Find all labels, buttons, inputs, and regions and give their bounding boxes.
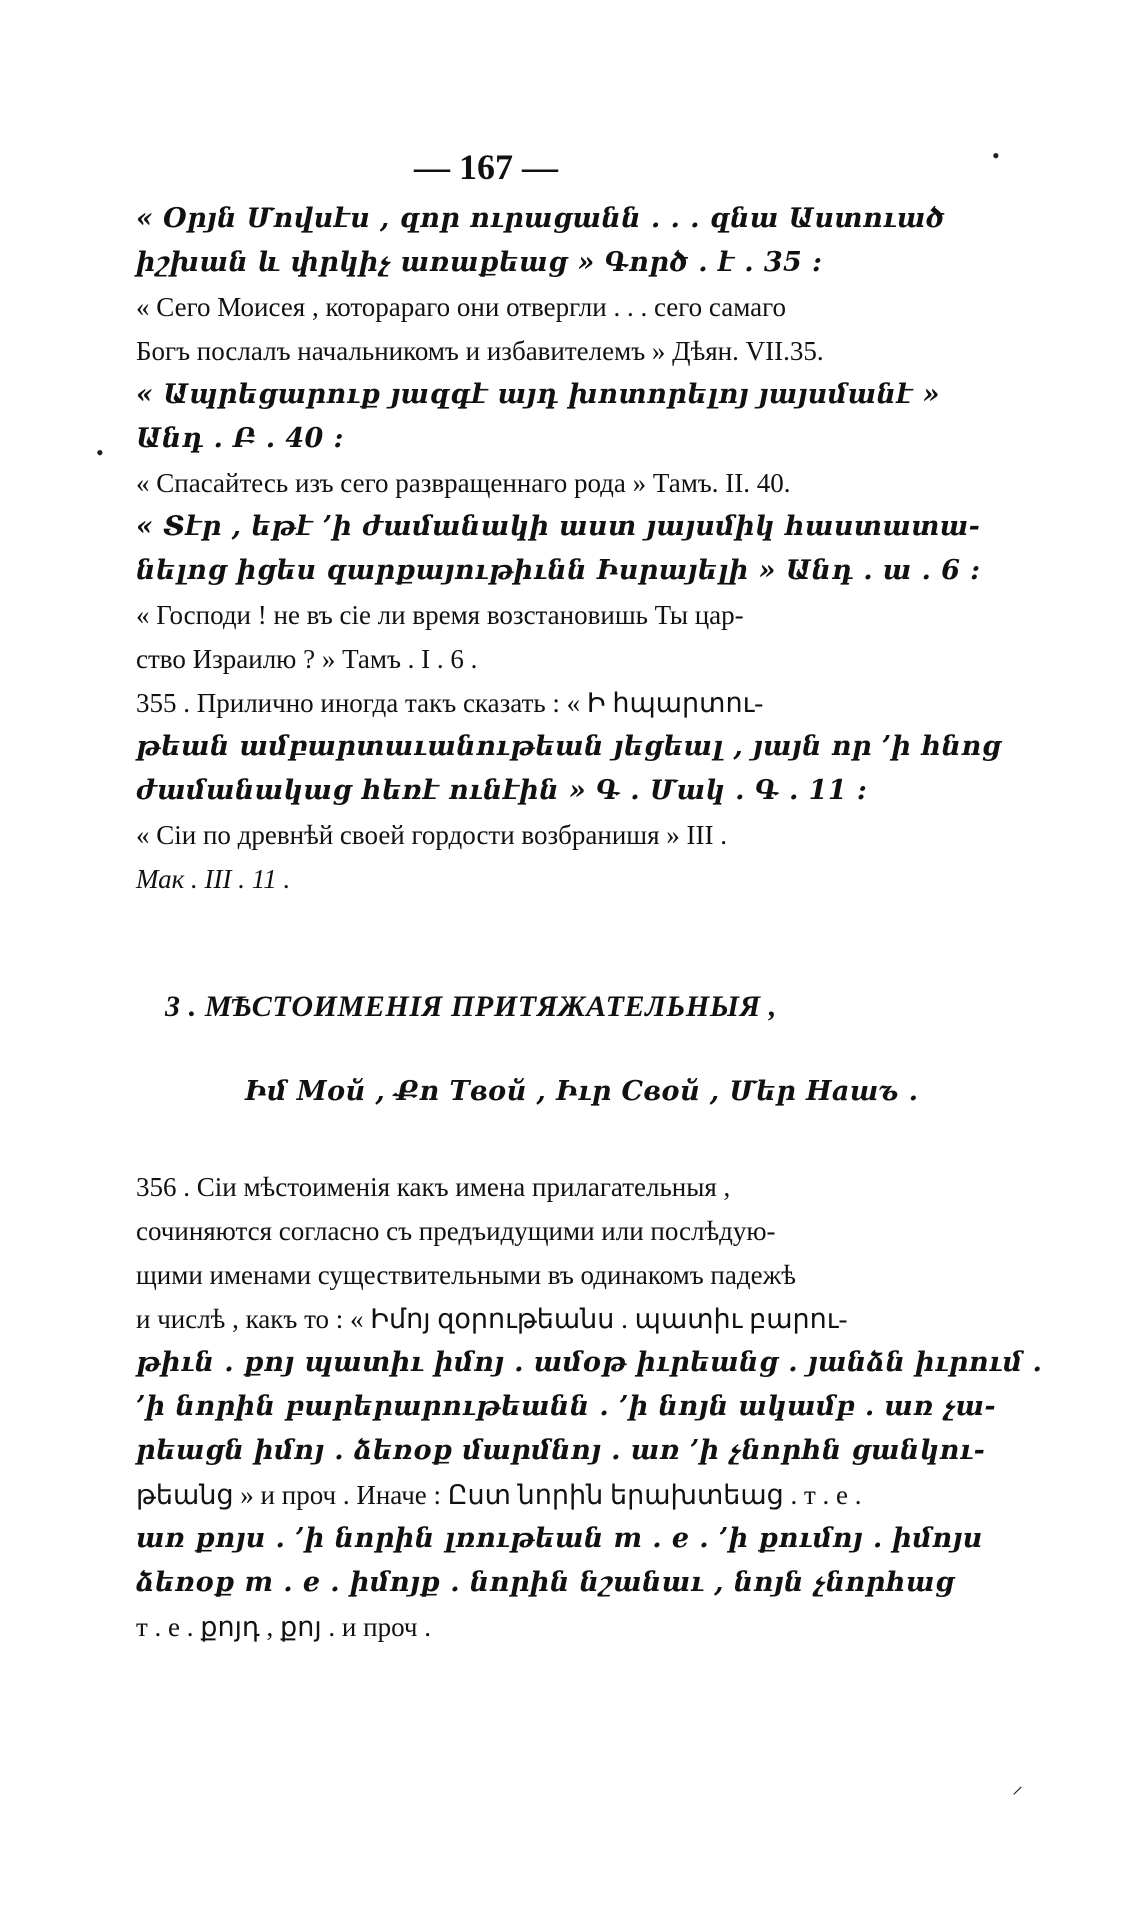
section-355-line-1: 355 . Прилично иногда такъ сказать : « Ի հպարտու- <box>136 688 764 718</box>
section-355-line-5: Мак . III . 11 . <box>136 864 291 894</box>
para356-line-4: и числѣ , какъ то : « Իմոյ զօրութեանս . պատիւ բարու- <box>136 1304 848 1334</box>
armenian-line-5: « Տէր , եթէ ’ի ժամանակի աստ յայսմիկ հաստատա- <box>136 511 981 542</box>
russian-line-1: « Сего Моисея , которараго они отвергли . . . сего самаго <box>136 292 787 322</box>
section-heading: 3 . МѢСТОИМЕНІЯ ПРИТЯЖАТЕЛЬНЫЯ , <box>165 990 777 1023</box>
page-speck: • <box>992 143 1000 168</box>
russian-line-3: « Спасайтесь изъ сего развращеннаго рода » Тамъ. II. 40. <box>136 468 791 498</box>
section-355-line-2: թեան ամբարտաւանութեան յեցեալ , յայն որ ’ի հնոց <box>136 731 1002 762</box>
para356-line-11: т . е . քոյդ , քոյ . и проч . <box>136 1612 431 1642</box>
para356-line-8: թեանց » и проч . Иначе : Ըստ նորին երախտեաց . т . е . <box>136 1480 862 1510</box>
para356-line-9: առ քոյս . ’ի նորին լռութեան т . е . ’ի քումոյ . իմոյս <box>136 1523 983 1554</box>
section-355-line-4: « Сіи по древнѣй своей гордости возбранишя » III . <box>136 820 727 850</box>
armenian-line-2: իշխան և փրկիչ առաքեաց » Գործ . է . 35 : <box>136 247 823 278</box>
para356-line-1: 356 . Сіи мѣстоименія какъ имена прилагательныя , <box>136 1172 731 1202</box>
russian-line-4: « Господи ! не въ сіе ли время возстановишь Ты цар- <box>136 600 744 630</box>
para356-line-10: ձեռօք т . е . իմոյք . նորին նշանաւ , նոյն չնորհաց <box>136 1567 955 1598</box>
page-speck: ⸝ <box>1012 1773 1024 1798</box>
pronouns-line: Իմ Мой , Քո Твой , Իւր Свой , Մեր Нашъ . <box>245 1076 919 1107</box>
armenian-line-3: « Ապրեցարուք յազգէ այդ խոտորելոյ յայսմանէ » <box>136 379 940 410</box>
armenian-line-1: « Օրյն Մովսէս , զոր ուրացանն . . . զնա Աստուած <box>136 203 945 234</box>
russian-line-5: ство Израилю ? » Тамъ . I . 6 . <box>136 644 478 674</box>
para356-line-7: րեացն իմոյ . ձեռօք մարմնոյ . առ ’ի չնորհն ցանկու- <box>136 1435 986 1466</box>
russian-line-2: Богъ послалъ начальникомъ и избавителемъ » Дѣян. VII.35. <box>136 336 824 366</box>
para356-line-6: ’ի նորին բարերարութեանն . ’ի նոյն ակամբ . առ չա- <box>136 1391 997 1422</box>
page-speck: • <box>96 440 104 465</box>
section-355-line-3: ժամանակաց հեռէ ունէին » Գ . Մակ . Գ . 11 : <box>136 775 868 806</box>
armenian-line-6: նելոց իցես զարքայութիւնն Իսրայելի » Անդ . ա . 6 : <box>136 555 981 586</box>
armenian-line-4: Անդ . Բ . 40 : <box>136 423 344 454</box>
page-number: — 167 — <box>414 147 558 187</box>
para356-line-2: сочиняются согласно съ предъидущими или послѣдую- <box>136 1216 776 1246</box>
para356-line-3: щими именами существительными въ одинакомъ падежѣ <box>136 1260 796 1290</box>
para356-line-5: թիւն . քոյ պատիւ իմոյ . ամօթ իւրեանց . յանձն իւրում . <box>136 1347 1043 1378</box>
